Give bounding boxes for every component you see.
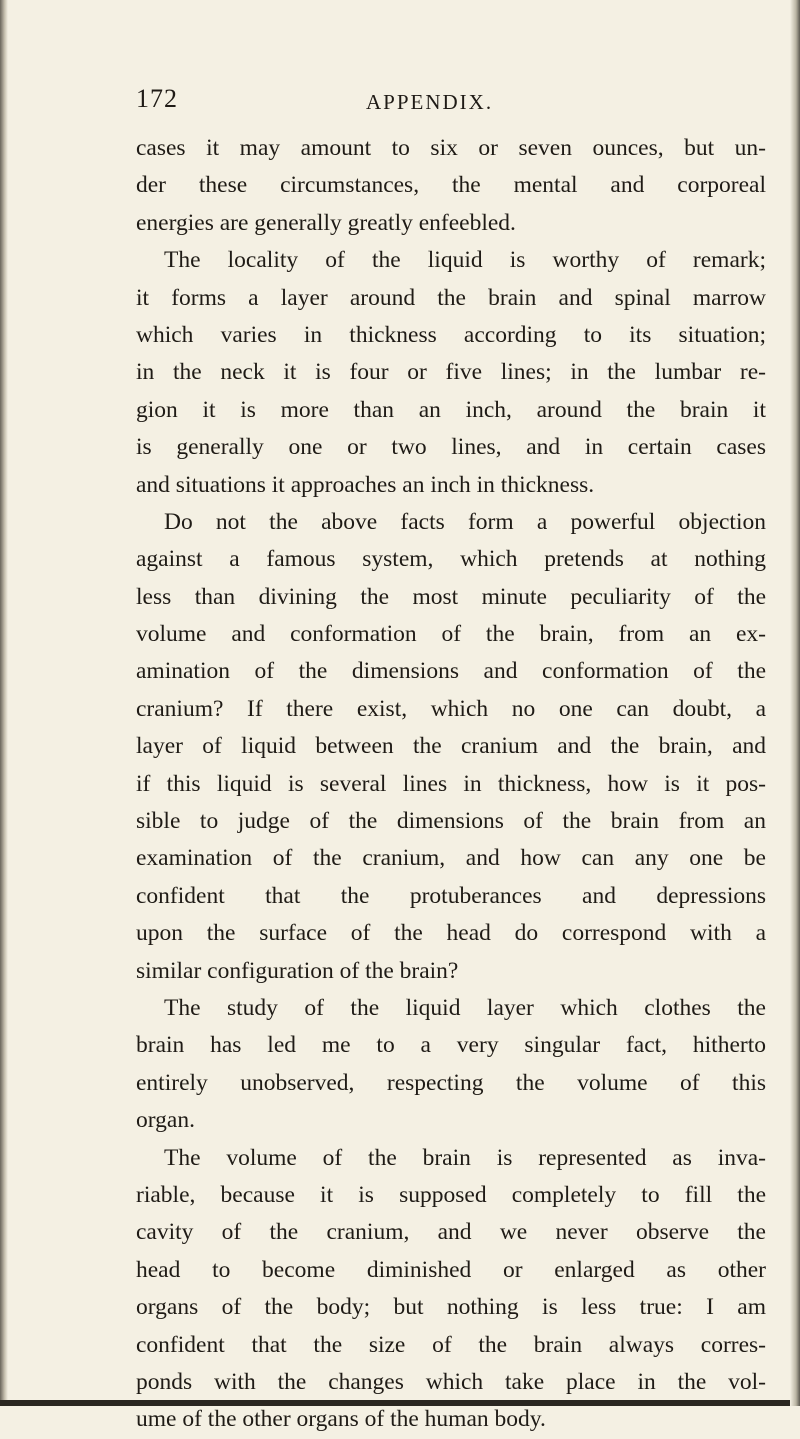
text-line: which varies in thickness according to its situation; xyxy=(136,321,766,348)
text-line: examination of the cranium, and how can any one be xyxy=(136,845,766,872)
text-line: layer of liquid between the cranium and the brain, and xyxy=(136,733,766,760)
text-line: confident that the size of the brain always corres- xyxy=(136,1331,766,1358)
text-line: similar configuration of the brain? xyxy=(136,957,459,984)
text-line: sible to judge of the dimensions of the brain from an xyxy=(136,808,766,835)
page-left-edge xyxy=(0,0,8,1406)
text-line: less than divining the most minute peculiarity of the xyxy=(136,583,766,610)
text-line: The locality of the liquid is worthy of remark; xyxy=(164,247,766,274)
text-line: ponds with the changes which take place in the vol- xyxy=(136,1368,766,1395)
text-line: cases it may amount to six or seven ounces, but un- xyxy=(136,135,766,161)
text-line: amination of the dimensions and conformation of the xyxy=(136,658,766,685)
text-line: organs of the body; but nothing is less true: I am xyxy=(136,1294,766,1321)
text-line: against a famous system, which pretends at nothing xyxy=(136,546,766,573)
text-line: cranium? If there exist, which no one can doubt, a xyxy=(136,695,766,722)
text-line: volume and conformation of the brain, from an ex- xyxy=(136,621,766,648)
page-right-edge xyxy=(790,0,800,1406)
text-line: in the neck it is four or five lines; in the lumbar re- xyxy=(136,359,766,386)
text-line: confident that the protuberances and depressions xyxy=(136,882,766,909)
page-number: 172 xyxy=(136,84,178,113)
text-line: organ. xyxy=(136,1107,195,1134)
text-line: Do not the above facts form a powerful objection xyxy=(164,508,766,535)
text-line: The study of the liquid layer which clothes the xyxy=(164,994,766,1021)
text-line: ume of the other organs of the human body. xyxy=(136,1406,546,1433)
text-line: riable, because it is supposed completely to fill the xyxy=(136,1181,766,1208)
body-text xyxy=(136,130,766,1439)
text-line: gion it is more than an inch, around the brain it xyxy=(136,396,766,423)
text-line: entirely unobserved, respecting the volume of this xyxy=(136,1069,766,1096)
text-line: energies are generally greatly enfeebled. xyxy=(136,209,516,236)
page-header xyxy=(136,84,766,120)
text-line: and situations it approaches an inch in thickness. xyxy=(136,471,595,498)
text-line: head to become diminished or enlarged as other xyxy=(136,1256,766,1283)
text-line: brain has led me to a very singular fact, hitherto xyxy=(136,1032,766,1059)
text-line: upon the surface of the head do correspond with a xyxy=(136,920,766,947)
text-line: der these circumstances, the mental and corporeal xyxy=(136,172,766,199)
text-line: The volume of the brain is represented as inva- xyxy=(164,1144,766,1171)
text-line: it forms a layer around the brain and spinal marrow xyxy=(136,284,766,311)
text-line: cavity of the cranium, and we never observe the xyxy=(136,1219,766,1246)
text-line: is generally one or two lines, and in certain cases xyxy=(136,434,766,461)
text-line: if this liquid is several lines in thickness, how is it pos- xyxy=(136,770,766,797)
running-head: APPENDIX. xyxy=(366,90,494,114)
